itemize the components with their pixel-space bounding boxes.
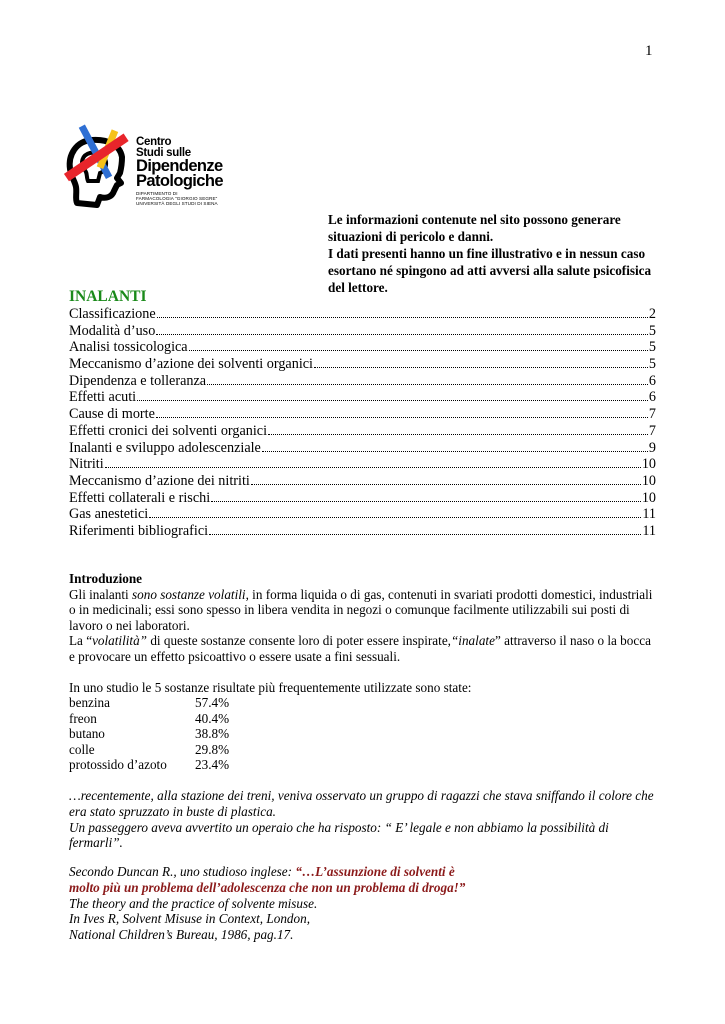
table-row (69, 711, 229, 727)
anecdote-paragraph-2: Un passeggero aveva avvertito un operaio che ha risposto: “ E’ legale e non abbiamo la possibilità di fermarli”. (69, 819, 609, 851)
logo-dept-line-3: UNIVERSITÀ DEGLI STUDI DI SIENA (136, 201, 218, 207)
toc-item-title: Analisi tossicologica (69, 339, 188, 356)
logo-text (136, 137, 223, 207)
toc-item-page: 10 (641, 456, 656, 473)
quote-line-4: In Ives R, Solvent Misuse in Context, London, (69, 911, 310, 927)
toc-item-page: 10 (641, 489, 656, 506)
substance-value: 23.4% (195, 757, 230, 772)
toc-leader (207, 384, 648, 385)
substance-name: freon (69, 710, 97, 726)
toc-leader (156, 417, 648, 418)
toc-item-title: Effetti cronici dei solventi organici (69, 422, 268, 439)
toc-item-page: 7 (648, 422, 656, 439)
toc-item[interactable] (69, 440, 656, 457)
toc-leader (268, 434, 648, 435)
quote-line-3: The theory and the practice of solvente misuse. (69, 895, 318, 911)
toc-leader (105, 467, 641, 468)
quote-lead: Secondo Duncan R., uno studioso inglese: (69, 864, 296, 879)
toc-item-title: Cause di morte (69, 406, 155, 423)
toc-item[interactable] (69, 356, 656, 373)
substance-name: butano (69, 726, 105, 741)
toc-item-page: 11 (642, 506, 656, 523)
toc-item-page: 5 (648, 356, 656, 373)
intro-text: Gli inalanti (69, 586, 132, 602)
intro-text: , in forma liquida o di gas, contenuti in svariati prodotti domestici, industriali o in medicinali; essi sono spesso in libera vendita in negozi o comunque facilmente utilizzabili sui posti di lavoro o nei laboratori. (69, 586, 653, 633)
introduction (69, 571, 659, 665)
toc-item-page: 5 (648, 339, 656, 356)
toc-leader (137, 400, 648, 401)
quote-line-2: molto più un problema dell’adolescenza che non un problema di droga!” (69, 879, 466, 895)
intro-text: di queste sostanze consente loro di poter essere inspirate, (147, 633, 451, 649)
toc-leader (314, 367, 648, 368)
toc-item[interactable] (69, 506, 656, 523)
toc-item-page: 6 (648, 372, 656, 389)
substance-value: 38.8% (195, 726, 230, 741)
table-row (69, 742, 229, 758)
toc-leader (189, 350, 648, 351)
toc-item[interactable] (69, 306, 656, 323)
toc-item[interactable] (69, 373, 656, 390)
logo-line-4: Patologiche (136, 172, 223, 190)
disclaimer-line-1: Le informazioni contenute nel sito possono generare situazioni di pericolo e danni. (328, 212, 621, 244)
logo-dept-line-2: FARMACOLOGIA "GIORGIO SEGRE" (136, 196, 218, 202)
toc-item-title: Classificazione (69, 306, 156, 322)
anecdote-paragraph-1: …recentemente, alla stazione dei treni, veniva osservato un gruppo di ragazzi che stava sniffando il colore che era stato spruzzato in buste di plastica. (69, 788, 654, 819)
logo-line-2: Studi sulle (136, 147, 191, 159)
toc-item[interactable] (69, 523, 656, 540)
intro-text: ” attraverso il naso o la bocca e provocare un effetto psicoattivo o essere usate a fini sessuali. (69, 633, 651, 664)
disclaimer-line-2: I dati presenti hanno un fine illustrativo e in nessun caso esortano né spingono ad atti avversi alla salute psicofisica del lettore. (328, 246, 652, 295)
logo (62, 115, 232, 215)
toc-item-title: Dipendenza e tolleranza (69, 372, 207, 389)
quote (69, 864, 659, 943)
introduction-paragraph-1 (69, 587, 659, 634)
anecdote (69, 788, 659, 851)
intro-emphasis: volatilità” (92, 633, 148, 649)
toc-item-page: 6 (648, 389, 656, 406)
intro-text: La “ (69, 633, 93, 649)
intro-emphasis: sono sostanze volatili (132, 586, 246, 602)
toc-item-title: Meccanismo d’azione dei nitriti (69, 472, 250, 489)
table-of-contents (69, 306, 656, 540)
toc-item-title: Effetti collaterali e rischi (69, 489, 211, 506)
logo-department (136, 191, 223, 207)
substance-name: protossido d’azoto (69, 757, 167, 772)
substance-value: 29.8% (195, 741, 230, 757)
toc-leader (157, 317, 648, 318)
substance-name: colle (69, 741, 95, 757)
toc-item-page: 5 (648, 322, 656, 339)
study-intro: In uno studio le 5 sostanze risultate più frequentemente utilizzate sono state: (69, 680, 472, 695)
table-row (69, 726, 229, 742)
toc-item-page: 11 (642, 522, 656, 539)
toc-item-title: Meccanismo d’azione dei solventi organici (69, 356, 313, 373)
toc-item[interactable] (69, 423, 656, 440)
toc-leader (156, 334, 648, 335)
introduction-heading: Introduzione (69, 571, 143, 586)
quote-line-5: National Children’s Bureau, 1986, pag.17. (69, 927, 294, 943)
toc-item-page: 10 (641, 472, 656, 489)
toc-item-title: Modalità d’uso (69, 322, 156, 339)
toc-item-title: Riferimenti bibliografici (69, 522, 209, 539)
toc-item-page: 7 (648, 406, 656, 423)
introduction-paragraph-2 (69, 633, 659, 664)
intro-emphasis: “inalate (450, 633, 495, 649)
logo-dept-line-1: DIPARTIMENTO DI (136, 191, 178, 196)
toc-item-title: Gas anestetici (69, 506, 149, 523)
substance-stats-table (69, 695, 229, 773)
toc-leader (251, 484, 641, 485)
page-number: 1 (645, 43, 653, 59)
toc-item-page: 9 (648, 439, 656, 456)
toc-item-title: Effetti acuti (69, 389, 137, 406)
table-row (69, 695, 229, 711)
toc-leader (149, 517, 641, 518)
toc-leader (209, 534, 641, 535)
section-title: INALANTI (69, 288, 147, 305)
substance-name: benzina (69, 695, 111, 710)
toc-item-page: 2 (648, 306, 656, 322)
toc-item[interactable] (69, 456, 656, 473)
toc-leader (211, 501, 641, 502)
quote-line-1 (69, 864, 659, 880)
toc-item[interactable] (69, 406, 656, 423)
head-silhouette-icon (62, 115, 142, 215)
toc-item[interactable] (69, 473, 656, 490)
toc-item[interactable] (69, 389, 656, 406)
toc-item[interactable] (69, 339, 656, 356)
toc-item[interactable] (69, 323, 656, 340)
toc-item-title: Nitriti (69, 456, 104, 473)
substance-value: 57.4% (195, 695, 230, 710)
toc-item-title: Inalanti e sviluppo adolescenziale (69, 439, 261, 456)
quote-highlight: “…L’assunzione di solventi è (295, 864, 455, 879)
disclaimer (328, 211, 658, 296)
substance-value: 40.4% (195, 710, 230, 726)
table-row (69, 757, 229, 773)
toc-item[interactable] (69, 490, 656, 507)
logo-line-1: Centro (136, 136, 172, 148)
toc-leader (262, 451, 648, 452)
logo-line-3: Dipendenze (136, 157, 223, 175)
